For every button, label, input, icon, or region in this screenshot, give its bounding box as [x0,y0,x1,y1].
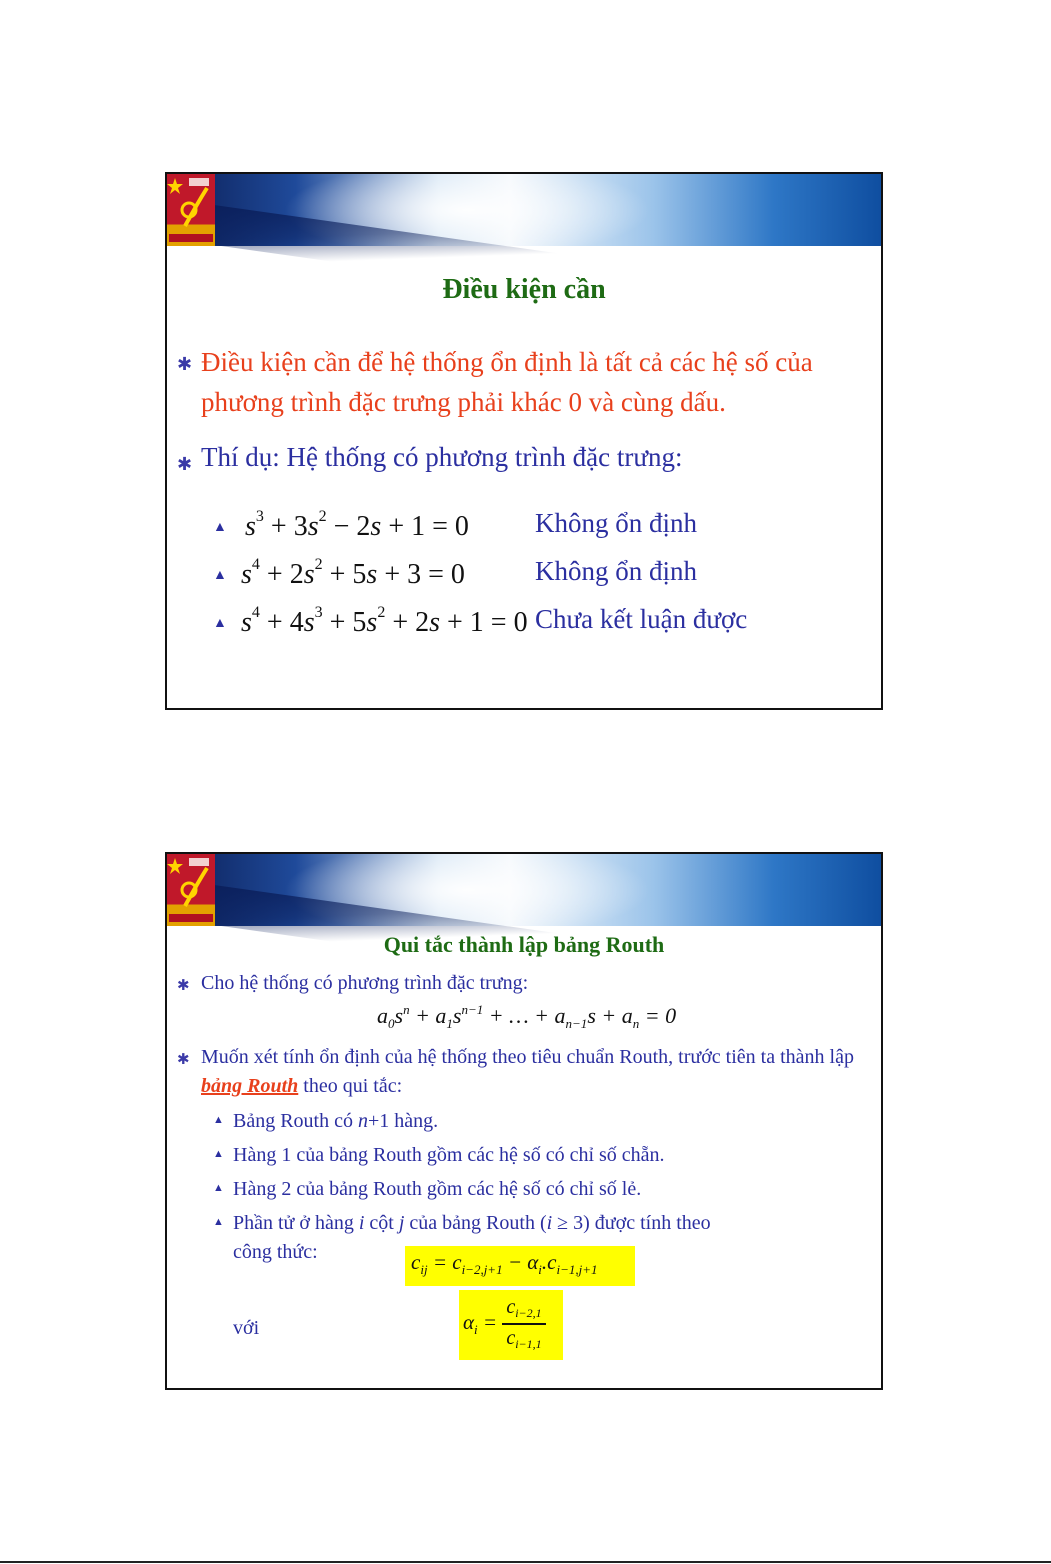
routh-intro-text: Cho hệ thống có phương trình đặc trưng: [201,972,529,994]
routh-element-formula: $c_{ij} = c_{i-2,j+1} - \alpha_i.c_{i-1,j+1}$ [411,1250,598,1277]
sub-bullet-triangle-icon: ▲ [213,1182,224,1194]
university-logo-icon [167,854,215,926]
alpha-formula: $\alpha_i$ = $\frac{c_{i-2,1}}{c_{i-1,1}}$ [463,1296,546,1352]
bullet-star-icon: ✱ [177,354,193,374]
equation-2: $s^4 + 2s^2 + 5s + 3 = 0$ [241,556,465,590]
sub-bullet-triangle-icon: ▲ [213,1216,224,1228]
rule-element-i: i [358,1212,365,1234]
slide-header-banner [167,854,881,926]
rule-element-cond: i [546,1212,553,1234]
rule-row-count [233,1107,438,1136]
verdict-3: Chưa kết luận được [535,604,748,634]
rule-element-c: của bảng Routh ( [409,1212,547,1234]
rule-row-count-post: +1 hàng. [368,1110,439,1132]
necessary-condition-text: Điều kiện cần để hệ thống ổn định là tất cả các hệ số của phương trình đặc trưng phải khác 0 và cùng dấu. [201,347,813,417]
rule-element-a: Phần tử ở hàng [233,1212,354,1234]
bullet-star-icon: ✱ [177,454,193,474]
verdict-2: Không ổn định [535,556,697,586]
university-logo-icon [167,174,215,246]
rule-row-count-var: n [358,1110,368,1132]
page-bottom-rule [0,1561,1051,1563]
rule-row-1: Hàng 1 của bảng Routh gồm các hệ số có chỉ số chẵn. [233,1144,665,1166]
characteristic-equation: $a_0s^n + a_1s^{n-1}$ + … + $a_{n-1}s + a_n = 0$ [377,1002,677,1031]
slide-title: Điều kiện cần [442,274,606,305]
rule-element-d: ≥ 3) được tính theo [557,1212,711,1234]
bullet-star-icon: ✱ [177,1052,190,1068]
routh-method-pre: Muốn xét tính ổn định của hệ thống theo tiêu chuẩn Routh, trước tiên ta thành lập [201,1046,854,1068]
routh-element-formula-highlight [405,1246,635,1286]
slide-header-banner [167,174,881,246]
rule-element-formula [233,1209,873,1238]
rule-element-j: j [398,1212,405,1234]
sub-bullet-triangle-icon: ▲ [213,616,227,631]
slide-2 [165,852,883,1390]
routh-method-post: theo qui tắc: [303,1075,403,1097]
equation-1: $s^3 + 3s^2 - 2s + 1 = 0$ [245,508,469,542]
rule-row-count-pre: Bảng Routh có [233,1110,353,1132]
slide-title: Qui tắc thành lập bảng Routh [383,932,665,957]
routh-table-link: bảng Routh [201,1075,299,1097]
slide-1 [165,172,883,710]
sub-bullet-triangle-icon: ▲ [213,520,227,535]
bullet-star-icon: ✱ [177,978,190,994]
verdict-1: Không ổn định [535,508,697,538]
example-intro-text: Thí dụ: Hệ thống có phương trình đặc trưng: [201,442,683,472]
with-label: với [233,1317,260,1339]
formula-label: công thức: [233,1241,318,1263]
rule-element-b: cột [369,1212,394,1234]
sub-bullet-triangle-icon: ▲ [213,1114,224,1126]
equation-3: $s^4 + 4s^3 + 5s^2 + 2s + 1 = 0$ [241,604,528,638]
routh-method-text [201,1043,871,1101]
alpha-formula-highlight [459,1290,563,1360]
sub-bullet-triangle-icon: ▲ [213,568,227,583]
sub-bullet-triangle-icon: ▲ [213,1148,224,1160]
rule-row-2: Hàng 2 của bảng Routh gồm các hệ số có chỉ số lẻ. [233,1178,642,1200]
